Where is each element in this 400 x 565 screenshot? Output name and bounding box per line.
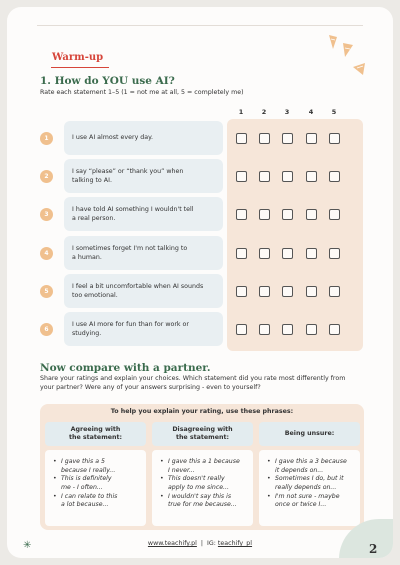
statement-text: I use AI more for fun than for work or studying. — [64, 312, 223, 346]
scale-label-1: 1 — [238, 108, 244, 116]
sparkle-icon: ✳ — [23, 540, 32, 551]
scale-label-4: 4 — [308, 108, 314, 116]
rating-checkbox[interactable] — [236, 324, 247, 335]
pennant-bunting-icon — [325, 33, 369, 77]
statement-row — [40, 236, 223, 270]
rating-checkbox[interactable] — [329, 171, 340, 182]
worksheet-page — [7, 7, 393, 558]
part2-text: Share your ratings and explain your choices. Which statement did you rate most differently from your partner? Were any of your answers surprising - even to yourself? — [40, 375, 346, 391]
rating-checkbox[interactable] — [282, 209, 293, 220]
phrase-item: • I'm not sure - maybe once or twice I... — [267, 493, 354, 510]
rating-checkbox[interactable] — [306, 209, 317, 220]
phrase-item: • This is definitely me - I often... — [53, 475, 140, 492]
scale-label-3: 3 — [284, 108, 290, 116]
statement-number: 4 — [40, 247, 53, 260]
statement-row — [40, 274, 223, 308]
rating-checkbox[interactable] — [306, 324, 317, 335]
rating-checkbox[interactable] — [306, 133, 317, 144]
phrase-item: • This doesn't really apply to me since... — [160, 475, 247, 492]
part1-title: 1. How do YOU use AI? — [40, 75, 175, 87]
section-label-underline — [51, 67, 109, 68]
phrases-panel — [40, 404, 364, 530]
rating-checkbox[interactable] — [259, 171, 270, 182]
footer-separator: | — [200, 540, 204, 547]
rating-checkbox[interactable] — [236, 133, 247, 144]
rating-checkbox[interactable] — [236, 248, 247, 259]
phrase-item: • I can relate to this a lot because... — [53, 493, 140, 510]
phrase-item: • I gave this a 5 because I really... — [53, 458, 140, 475]
rating-checkbox[interactable] — [259, 209, 270, 220]
column-head-disagree: Disagreeing with the statement: — [152, 422, 253, 446]
rating-checkbox[interactable] — [236, 171, 247, 182]
rating-checkbox[interactable] — [329, 209, 340, 220]
statement-text: I have told AI something I wouldn't tell a real person. — [64, 197, 223, 231]
rating-checkbox[interactable] — [259, 324, 270, 335]
column-body-disagree — [152, 450, 253, 526]
rating-checkbox[interactable] — [306, 248, 317, 259]
rating-checkbox[interactable] — [282, 171, 293, 182]
rating-checkbox[interactable] — [236, 209, 247, 220]
rating-checkbox[interactable] — [282, 248, 293, 259]
rating-checkbox[interactable] — [329, 286, 340, 297]
phrases-title: To help you explain your rating, use these phrases: — [110, 408, 294, 415]
rating-checkbox[interactable] — [306, 171, 317, 182]
phrase-item: • I wouldn't say this is true for me because... — [160, 493, 247, 510]
rating-checkbox[interactable] — [306, 286, 317, 297]
part1-instruction: Rate each statement 1–5 (1 = not me at all, 5 = completely me) — [40, 89, 244, 96]
ig-label: IG: — [207, 540, 216, 547]
statement-number: 1 — [40, 132, 53, 145]
statement-text: I sometimes forget I'm not talking to a human. — [64, 236, 223, 270]
page-number: 2 — [369, 542, 378, 556]
statement-row — [40, 312, 223, 346]
rating-checkbox[interactable] — [329, 133, 340, 144]
website-link[interactable]: www.teachify.pl — [147, 540, 197, 547]
rating-checkbox[interactable] — [329, 248, 340, 259]
statement-text: I feel a bit uncomfortable when AI sounds too emotional. — [64, 274, 223, 308]
statement-text: I say “please” or “thank you” when talking to AI. — [64, 159, 223, 193]
header-divider — [37, 25, 363, 26]
phrase-item: • I gave this a 3 because it depends on... — [267, 458, 354, 475]
rating-grid-background — [227, 119, 363, 351]
statement-number: 5 — [40, 285, 53, 298]
statement-number: 2 — [40, 170, 53, 183]
rating-checkbox[interactable] — [282, 324, 293, 335]
rating-checkbox[interactable] — [282, 286, 293, 297]
statement-row — [40, 121, 223, 155]
column-body-agree — [45, 450, 146, 526]
footer — [7, 540, 393, 547]
rating-checkbox[interactable] — [259, 248, 270, 259]
column-head-unsure: Being unsure: — [259, 422, 360, 446]
phrase-item: • I gave this a 1 because I never... — [160, 458, 247, 475]
ig-link[interactable]: teachify_pl — [217, 540, 253, 547]
rating-checkbox[interactable] — [236, 286, 247, 297]
part2-title: Now compare with a partner. — [40, 362, 211, 374]
section-label: Warm-up — [52, 52, 104, 63]
statement-row — [40, 159, 223, 193]
statement-row — [40, 197, 223, 231]
phrase-item: • Sometimes I do, but it really depends on... — [267, 475, 354, 492]
statement-number: 3 — [40, 208, 53, 221]
rating-checkbox[interactable] — [259, 286, 270, 297]
column-body-unsure — [259, 450, 360, 526]
statement-number: 6 — [40, 323, 53, 336]
column-head-agree: Agreeing with the statement: — [45, 422, 146, 446]
scale-label-5: 5 — [331, 108, 337, 116]
scale-label-2: 2 — [261, 108, 267, 116]
rating-checkbox[interactable] — [282, 133, 293, 144]
statement-text: I use AI almost every day. — [64, 121, 223, 155]
rating-checkbox[interactable] — [329, 324, 340, 335]
rating-checkbox[interactable] — [259, 133, 270, 144]
